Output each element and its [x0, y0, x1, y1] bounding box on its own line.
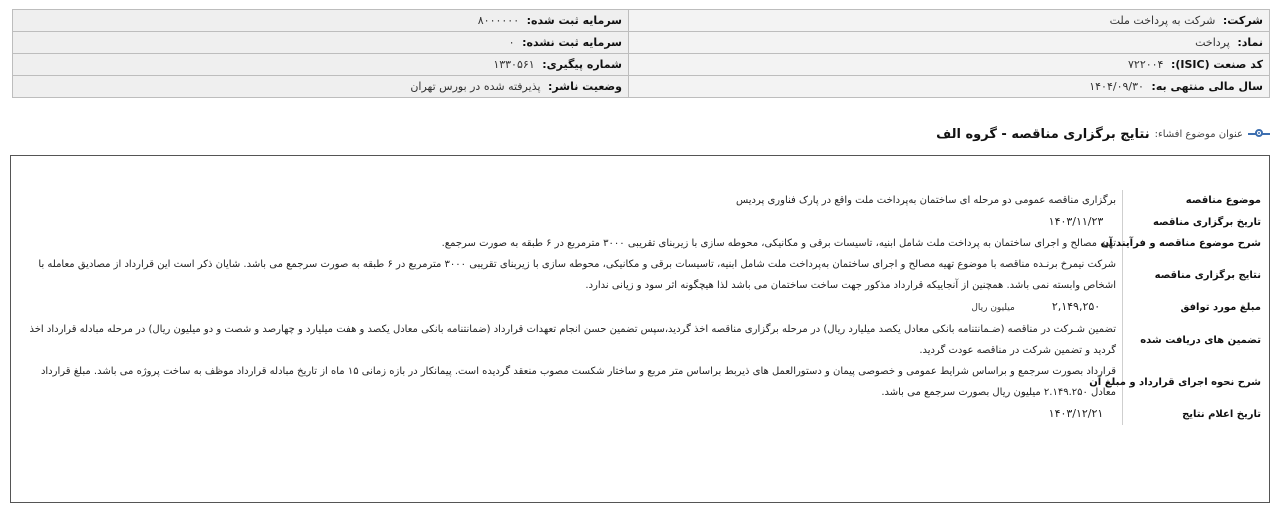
- info-row: [13, 76, 1270, 98]
- symbol-value: پرداخت: [1195, 36, 1230, 49]
- unregistered-capital-cell: [13, 32, 629, 54]
- detail-label: نتایج برگزاری مناقصه: [1154, 269, 1261, 281]
- info-row: [13, 10, 1270, 32]
- symbol-cell: [629, 32, 1270, 54]
- amount-value: ۲,۱۴۹,۲۵۰: [1051, 300, 1101, 313]
- detail-row: [15, 403, 1265, 425]
- symbol-label: نماد:: [1237, 36, 1263, 49]
- subject-title: نتایج برگزاری مناقصه - گروه الف: [936, 126, 1150, 142]
- registered-capital-value: ۸۰۰۰۰۰۰: [477, 14, 520, 27]
- detail-row: [15, 233, 1265, 254]
- publisher-status-label: وضعیت ناشر:: [548, 80, 622, 93]
- detail-row: [15, 254, 1265, 296]
- amount-unit: میلیون ریال: [971, 303, 1015, 313]
- detail-label: تاریخ اعلام نتایج: [1182, 408, 1261, 420]
- publisher-status-cell: [13, 76, 629, 98]
- tracking-number-label: شماره پیگیری:: [542, 58, 622, 71]
- detail-row: [15, 190, 1265, 211]
- detail-label: شرح موضوع مناقصه و فرآیند آن: [1100, 238, 1261, 249]
- detail-label: مبلغ مورد توافق: [1180, 302, 1261, 313]
- detail-row: [15, 319, 1265, 361]
- unregistered-capital-label: سرمایه ثبت نشده:: [522, 36, 622, 49]
- detail-label: تضمین های دریافت شده: [1140, 334, 1261, 346]
- company-value: شرکت به پرداخت ملت: [1109, 14, 1216, 27]
- info-row: [13, 32, 1270, 54]
- detail-row: [15, 296, 1265, 319]
- fiscal-year-value: ۱۴۰۴/۰۹/۳۰: [1089, 80, 1144, 93]
- fiscal-year-label: سال مالی منتهی به:: [1151, 80, 1263, 93]
- company-info-grid: [12, 9, 1270, 98]
- unregistered-capital-value: ۰: [508, 36, 515, 49]
- registered-capital-cell: [13, 10, 629, 32]
- bullet-target-icon: [1248, 127, 1270, 141]
- registered-capital-label: سرمایه ثبت شده:: [526, 14, 622, 27]
- fiscal-year-cell: [629, 76, 1270, 98]
- detail-value: تضمین شـرکت در مناقصه (ضـمانتنامه بانکی معادل یکصد میلیارد ریال) در مرحله برگزاری مناقصه اخذ گردید،سپس تضمین حسن انجام تعهدات قرارداد (ضمانتنامه بانکی معادل یکصد و هفت میلیارد و چهارصد و شصت و دو میلیون ریال) در مرحله مبادله قرارداد اخذ گردید و تضمین شرکت در مناقصه عودت گردید.: [15, 319, 1123, 361]
- industry-code-label: کد صنعت (ISIC):: [1170, 58, 1263, 71]
- detail-value: ۱۴۰۳/۱۲/۲۱: [1048, 407, 1104, 420]
- tender-details-table: [15, 190, 1265, 425]
- publisher-status-value: پذیرفته شده در بورس تهران: [410, 80, 541, 93]
- detail-value: شرکت نیمرخ برنـده مناقصه با موضوع تهیه مصالح و اجرای ساختمان به‌پرداخت ملت شامل ابنیه، تاسیسات برقی و مکانیکی، محوطه سازی با زیربنای تقریبی ۳۰۰۰ مترمربع در ۶ طبقه به صورت سرجمع می باشد. شایان ذکر است این قرارداد از مصادیق معامله با اشخاص وابسته نمی باشد. همچنین از آنجاییکه قرارداد مذکور جهت ساخت ساختمان می باشد لذا هیچگونه اثر سود و زیانی ندارد.: [15, 254, 1123, 296]
- detail-label: تاریخ برگزاری مناقصه: [1152, 216, 1261, 228]
- detail-value: ۱۴۰۳/۱۱/۲۳: [1048, 215, 1104, 228]
- subject-prefix: عنوان موضوع افشاء:: [1154, 128, 1243, 140]
- industry-code-value: ۷۲۲۰۰۴: [1128, 58, 1164, 71]
- info-row: [13, 54, 1270, 76]
- subject-line: [936, 124, 1270, 144]
- detail-label: موضوع مناقصه: [1185, 195, 1261, 206]
- detail-value: برگزاری مناقصه عمومی دو مرحله ای ساختمان به‌پرداخت ملت واقع در پارک فناوری پردیس: [15, 190, 1123, 211]
- detail-label: شرح نحوه اجرای قرارداد و مبلغ آن: [1089, 376, 1261, 388]
- detail-value: تهیه مصالح و اجرای ساختمان به پرداخت ملت شامل ابنیه، تاسیسات برقی و مکانیکی، محوطه سازی با زیربنای تقریبی ۳۰۰۰ مترمربع در ۶ طبقه به صورت سرجمع.: [15, 233, 1123, 254]
- detail-value: قرارداد بصورت سرجمع و براساس شرایط عمومی و خصوصی پیمان و دستورالعمل های ذیربط براساس متر مربع و ساختار شکست مصوب منعقد گردیده است. پیمانکار در بازه زمانی ۱۵ ماه از تاریخ مبادله قرارداد موظف به ساخت پروژه می باشد. مبلغ قرارداد معادل ۲.۱۴۹.۲۵۰ میلیون ریال بصورت سرجمع می باشد.: [15, 361, 1123, 403]
- company-label: شرکت:: [1222, 14, 1263, 27]
- company-cell: [629, 10, 1270, 32]
- industry-code-cell: [629, 54, 1270, 76]
- tender-results-box: [10, 155, 1270, 503]
- detail-row: [15, 361, 1265, 403]
- tracking-number-cell: [13, 54, 629, 76]
- tracking-number-value: ۱۳۳۰۵۶۱: [493, 58, 535, 71]
- detail-row: [15, 211, 1265, 233]
